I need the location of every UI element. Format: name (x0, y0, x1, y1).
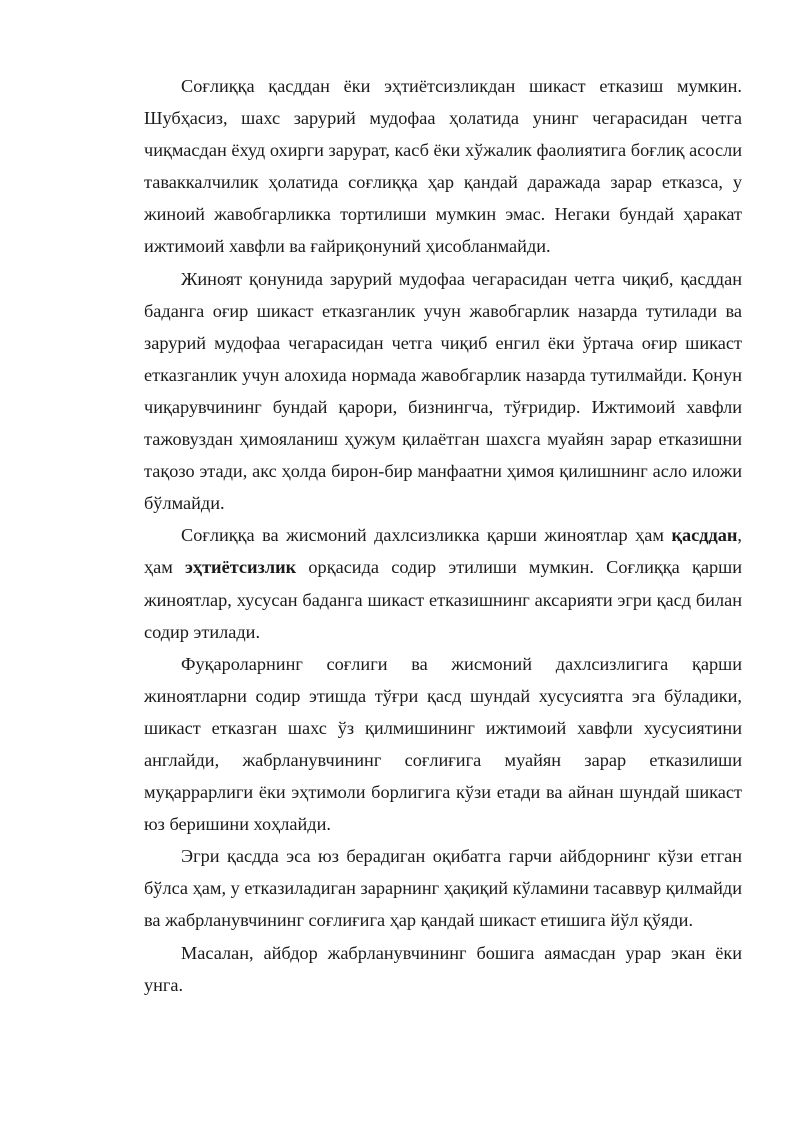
paragraph (144, 263, 742, 520)
paragraph-text: Масалан, айбдор жабрланувчининг бошига аямасдан урар экан ёки унга. (144, 942, 742, 995)
paragraph-text: Жиноят қонунида зарурий мудофаа чегарасидан четга чиқиб, қасддан баданга оғир шикаст етказганлик учун жавобгарлик назарда тутилади ва зарурий мудофаа чегарасидан четга чиқиб енгил ёки ўртача оғир шикаст етказганлик учун алохида нормада жавобгарлик назарда тутилмайди. Қонун чиқарувчининг бундай қарори, бизнингча, тўғридир. Ижтимоий хавфли тажовуздан ҳимояланиш ҳужум қилаётган шахсга муайян зарар етказишни тақозо этади, акс ҳолда бирон-бир манфаатни ҳимоя қилишнинг асло иложи бўлмайди. (144, 268, 742, 514)
bold-term-intentional: қасддан (671, 525, 738, 546)
paragraph-text: орқасида содир этилиши мумкин. Соғлиққа қарши жиноятлар, хусусан баданга шикаст етказишнинг аксарияти эгри қасд билан содир этилади. (144, 557, 742, 642)
document-body (144, 70, 742, 1001)
paragraph-text: Эгри қасдда эса юз берадиган оқибатга гарчи айбдорнинг кўзи етган бўлса ҳам, у етказиладиган зарарнинг ҳақиқий кўламини тасаввур қилмайди ва жабрланувчининг соғлиғига ҳар қандай шикаст етишига йўл қўяди. (144, 846, 742, 931)
paragraph-text: Соғлиққа ва жисмоний дахлсизликка қарши жиноятлар ҳам (181, 525, 672, 546)
paragraph (144, 519, 742, 647)
paragraph-text: Соғлиққа қасддан ёки эҳтиётсизликдан шикаст етказиш мумкин. Шубҳасиз, шахс зарурий мудофаа ҳолатида унинг чегарасидан четга чиқмасдан ёхуд охирги зарурат, касб ёки хўжалик фаолиятига боғлиқ асосли таваккалчилик ҳолатида соғлиққа ҳар қандай даражада зарар етказса, у жиноий жавобгарликка тортилиши мумкин эмас. Негаки бундай ҳаракат ижтимоий хавфли ва ғайриқонуний ҳисобланмайди. (144, 76, 742, 257)
paragraph (144, 937, 742, 1001)
paragraph (144, 840, 742, 936)
paragraph (144, 648, 742, 841)
paragraph-text: Фуқароларнинг соғлиги ва жисмоний дахлсизлигига қарши жиноятларни содир этишда тўғри қасд шундай хусусиятга эга бўладики, шикаст етказган шахс ўз қилмишининг ижтимоий хавфли хусусиятини англайди, жабрланувчининг соғлиғига муайян зарар етказилиши муқаррарлиги ёки эҳтимоли борлигига кўзи етади ва айнан шундай шикаст юз беришини хоҳлайди. (144, 653, 742, 835)
bold-term-negligence: эҳтиётсизлик (185, 557, 297, 578)
paragraph (144, 70, 742, 263)
paragraph-text: , ҳам (144, 525, 742, 578)
